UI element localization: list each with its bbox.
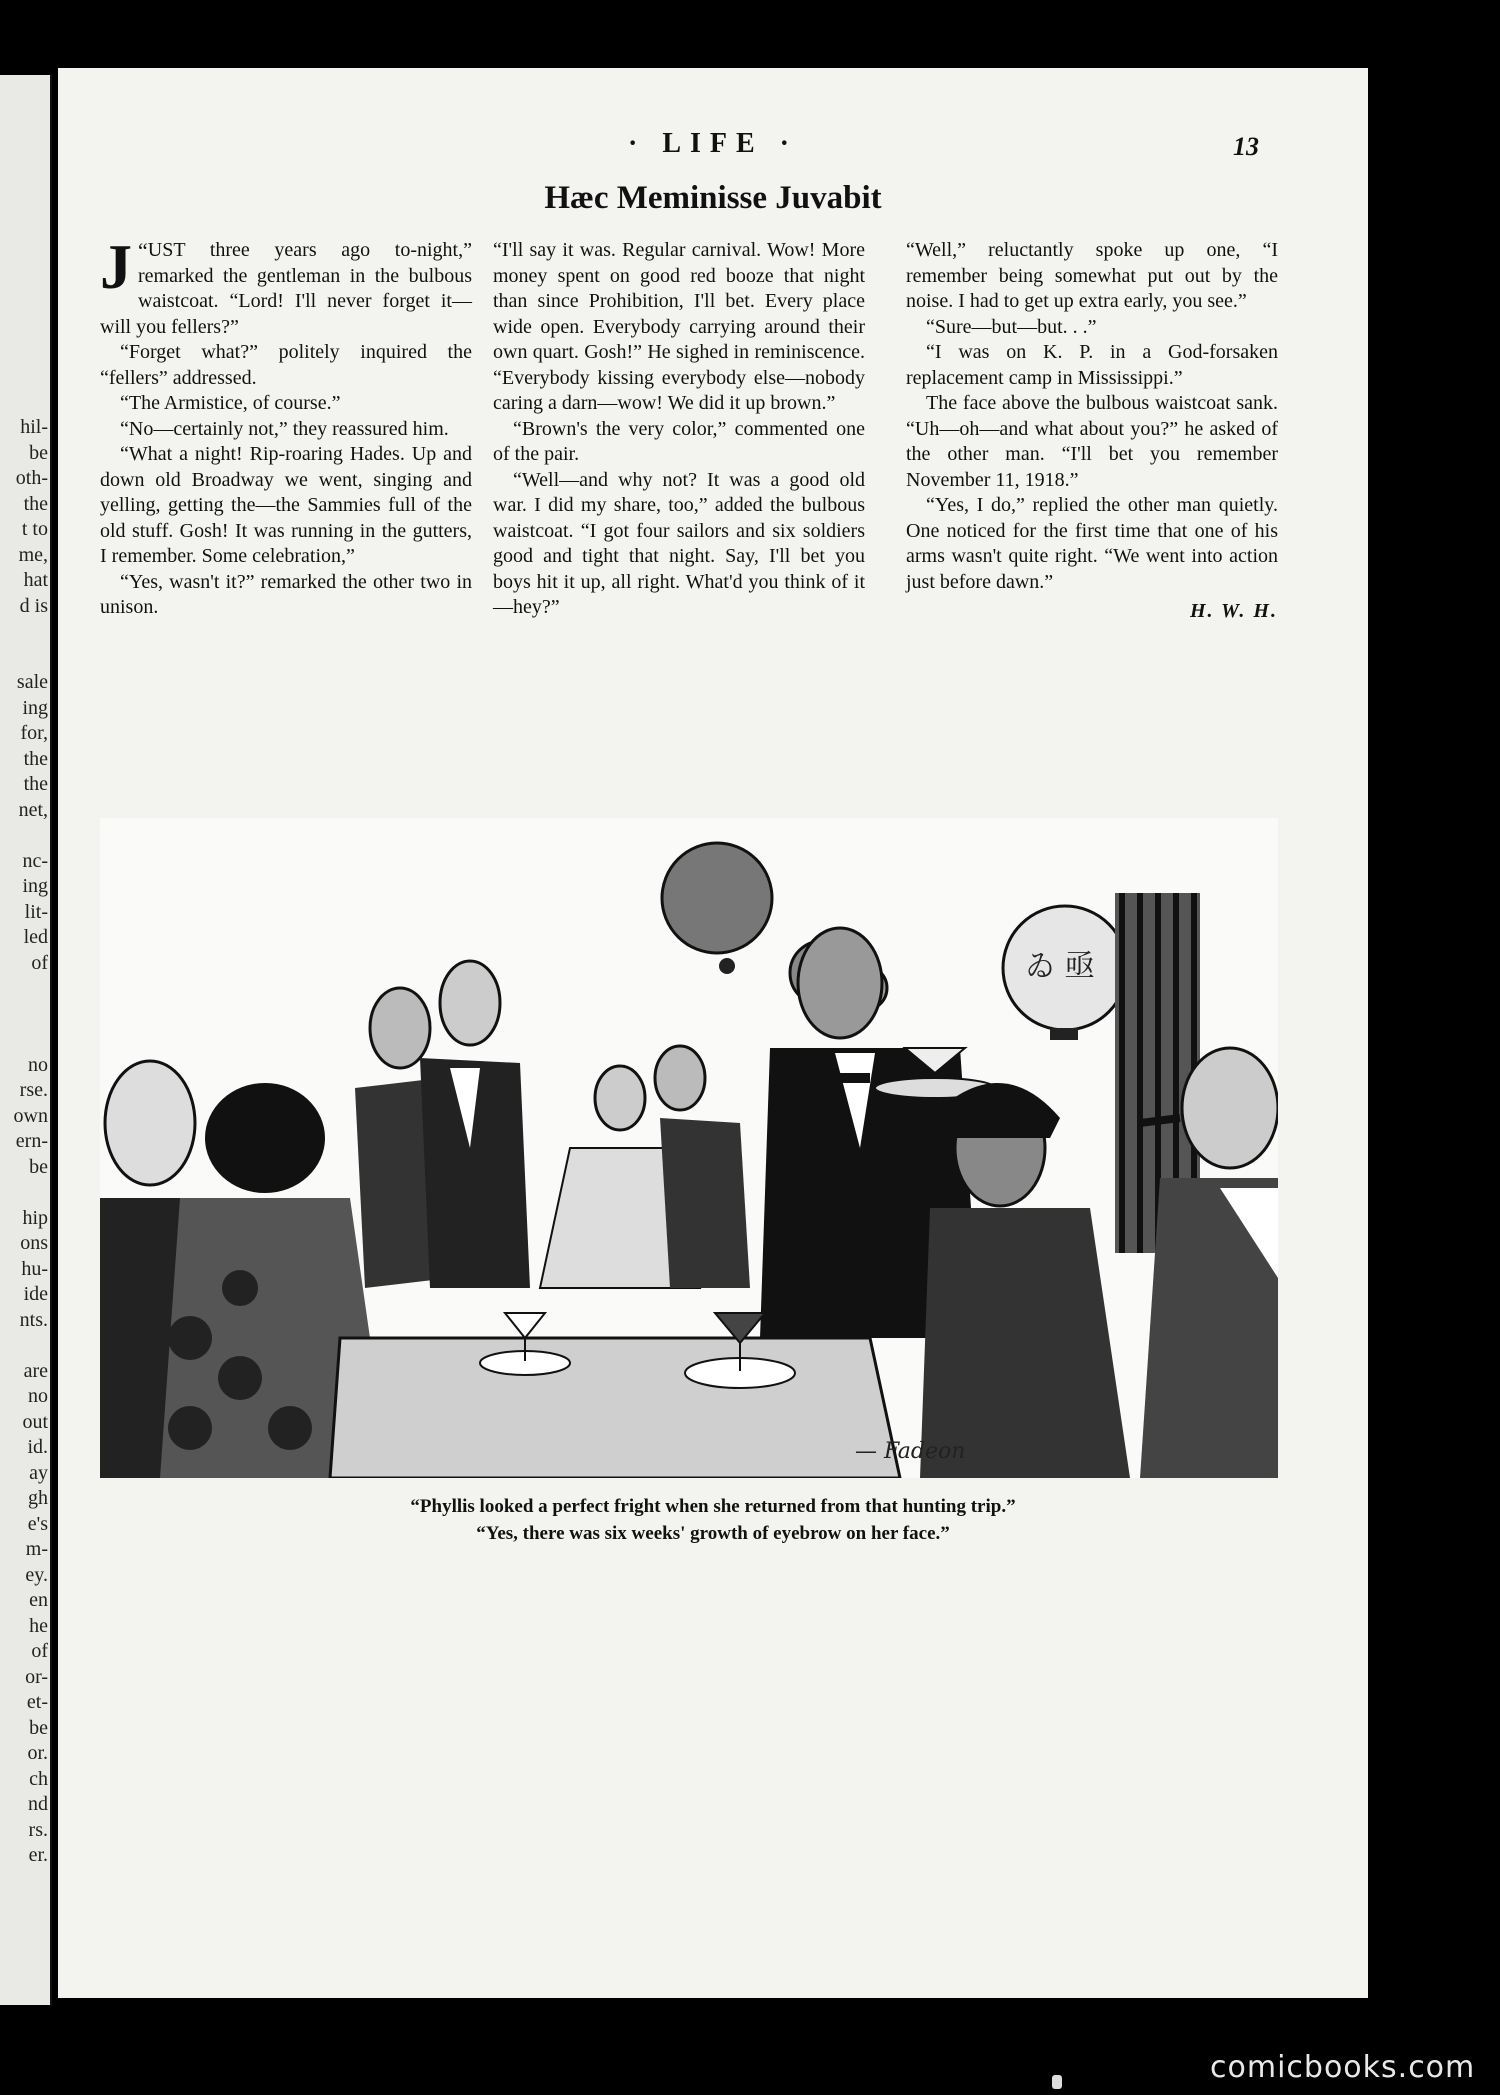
paragraph: “Sure—but—but. . .”: [926, 315, 1097, 338]
facing-page-fragment: ing: [22, 875, 48, 897]
facing-page-fragment: [0, 1180, 48, 1206]
facing-page-fragment: nc-: [22, 849, 48, 872]
facing-page-fragment: of: [31, 951, 48, 974]
facing-page-fragment: ch: [29, 1767, 48, 1790]
svg-text:ゐ 亟: ゐ 亟: [1025, 949, 1095, 984]
facing-page-fragment: [0, 619, 48, 645]
facing-page-fragment: he: [29, 1614, 48, 1637]
paragraph: “No—certainly not,” they reassured him.: [120, 417, 449, 440]
paragraph: “Well,” reluctantly spoke up one, “I remember being somewhat put out by the noise. I had to get up extra early, you see.”: [906, 239, 1278, 312]
facing-page-fragment: out: [22, 1410, 48, 1433]
facing-page-fragment: the: [23, 492, 48, 515]
paragraph: “Brown's the very color,” commented one of the pair.: [493, 417, 865, 465]
article-title: Hæc Meminisse Juvabit: [544, 180, 882, 216]
paragraph: “I was on K. P. in a God-forsaken replacement camp in Mississippi.”: [906, 341, 1278, 389]
facing-page-fragment: or-: [25, 1665, 48, 1688]
facing-page-fragment: or.: [27, 1742, 48, 1764]
facing-page-fragment: for,: [20, 722, 48, 744]
facing-page-fragment: ern-: [15, 1130, 48, 1152]
facing-page-fragment: [0, 823, 48, 849]
facing-page-fragment: of: [31, 1640, 48, 1662]
facing-page-fragment: lit-: [24, 900, 48, 923]
facing-page-fragment: ons: [20, 1232, 48, 1254]
opening-paragraph-text: UST three years ago to-night,” remarked the gentleman in the bulbous waistcoat. “Lord! I'll never forget it—will you fellers?”: [100, 239, 472, 338]
facing-page-fragment: hil-: [20, 416, 48, 438]
facing-page-fragment: rs.: [28, 1818, 48, 1841]
paragraph: “The Armistice, of course.”: [120, 392, 341, 414]
opening-paragraph: [100, 231, 472, 340]
illustration-caption: [58, 1493, 1368, 1547]
facing-page-fragment: [0, 1027, 48, 1053]
facing-page-fragment: are: [23, 1359, 48, 1382]
facing-page-fragment: d is: [19, 594, 48, 617]
facing-page-fragment: [0, 1333, 48, 1359]
paragraph: “Yes, wasn't it?” remarked the other two in unison.: [100, 570, 472, 618]
paragraph: “Well—and why not? It was a good old war. I did my share, too,” added the bulbous waistcoat. “I got four sailors and six soldiers good and tight that night. Say, I'll bet you boys hit it up, all right. What'd you think of it—hey?”: [493, 468, 865, 618]
scan-artifact: [1052, 2075, 1062, 2089]
facing-page-fragment: hu-: [21, 1257, 48, 1280]
facing-page-fragment: et-: [26, 1691, 48, 1713]
restaurant-scene-drawing: [100, 818, 1278, 1478]
facing-page-fragment: [0, 1002, 48, 1028]
facing-page-fragment: led: [23, 926, 48, 948]
facing-page-fragment: ing: [22, 696, 48, 719]
facing-page-fragment: id.: [27, 1436, 48, 1458]
facing-page-fragment: the: [23, 773, 48, 795]
facing-page-fragment: own: [13, 1104, 48, 1127]
facing-page-edge: [0, 75, 52, 2005]
caption-line-2: “Yes, there was six weeks' growth of eyebrow on her face.”: [476, 1523, 950, 1544]
paragraph: “What a night! Rip-roaring Hades. Up and down old Broadway we went, singing and yelling, getting the—the Sammies full of the old stuff. Gosh! It was running in the gutters, I remember. Some celebration,”: [100, 443, 472, 567]
facing-page-fragment: no: [28, 1385, 48, 1407]
facing-page-fragment: nts.: [19, 1308, 48, 1331]
facing-page-fragment: en: [29, 1589, 48, 1611]
facing-page-fragment: [0, 645, 48, 671]
article-column-2: [493, 238, 865, 621]
facing-page-fragment: gh: [28, 1487, 48, 1509]
facing-page-fragment: no: [28, 1053, 48, 1076]
author-signature: H. W. H.: [1189, 600, 1278, 622]
paragraph: “Forget what?” politely inquired the “fellers” addressed.: [100, 341, 472, 389]
article-column-3: [906, 238, 1278, 625]
paragraph: “Yes, I do,” replied the other man quietly. One noticed for the first time that one of his arms wasn't quite right. “We went into action just before dawn.”: [906, 494, 1278, 593]
facing-page-fragment: [0, 976, 48, 1002]
paragraph: The face above the bulbous waistcoat sank. “Uh—oh—and what about you?” he asked of the other man. “I'll bet you remember November 11, 1918.”: [906, 392, 1278, 491]
facing-page-fragment: nd: [28, 1793, 48, 1815]
magazine-page: [58, 68, 1368, 1998]
page-number: 13: [1233, 132, 1259, 161]
facing-page-fragment: sale: [16, 671, 48, 693]
facing-page-fragment: be: [29, 1716, 48, 1739]
facing-page-fragment: be: [29, 1155, 48, 1178]
site-watermark: comicbooks.com: [1210, 2050, 1476, 2085]
running-head: · LIFE ·: [627, 128, 799, 159]
opening-quote: “: [138, 238, 148, 263]
facing-page-fragment: ay: [29, 1461, 48, 1484]
article-column-1: [100, 231, 472, 621]
drop-cap: J: [100, 231, 132, 302]
facing-page-fragment: me,: [18, 543, 48, 566]
facing-page-fragment: oth-: [15, 467, 48, 489]
facing-page-text-fragments: [0, 415, 48, 1869]
cartoon-illustration: [100, 818, 1278, 1478]
facing-page-fragment: m-: [25, 1538, 48, 1560]
facing-page-fragment: hat: [23, 569, 48, 591]
facing-page-fragment: er.: [28, 1844, 48, 1866]
facing-page-fragment: be: [29, 441, 48, 464]
facing-page-fragment: net,: [18, 798, 48, 821]
facing-page-fragment: ide: [23, 1283, 48, 1305]
facing-page-fragment: t to: [21, 518, 48, 540]
svg-text:— Fadeon: — Fadeon: [855, 1439, 966, 1464]
paragraph: “I'll say it was. Regular carnival. Wow! More money spent on good red booze that night than since Prohibition, I'll bet. Every place wide open. Everybody carrying around their own quart. Gosh!” He sighed in reminiscence. “Everybody kissing everybody else—nobody caring a darn—wow! We did it up brown.”: [493, 239, 865, 414]
caption-line-1: “Phyllis looked a perfect fright when she returned from that hunting trip.”: [410, 1496, 1016, 1517]
facing-page-fragment: e's: [27, 1512, 48, 1535]
facing-page-fragment: rse.: [19, 1079, 48, 1101]
facing-page-fragment: hip: [22, 1206, 48, 1229]
facing-page-fragment: the: [23, 747, 48, 770]
facing-page-fragment: ey.: [25, 1563, 48, 1586]
